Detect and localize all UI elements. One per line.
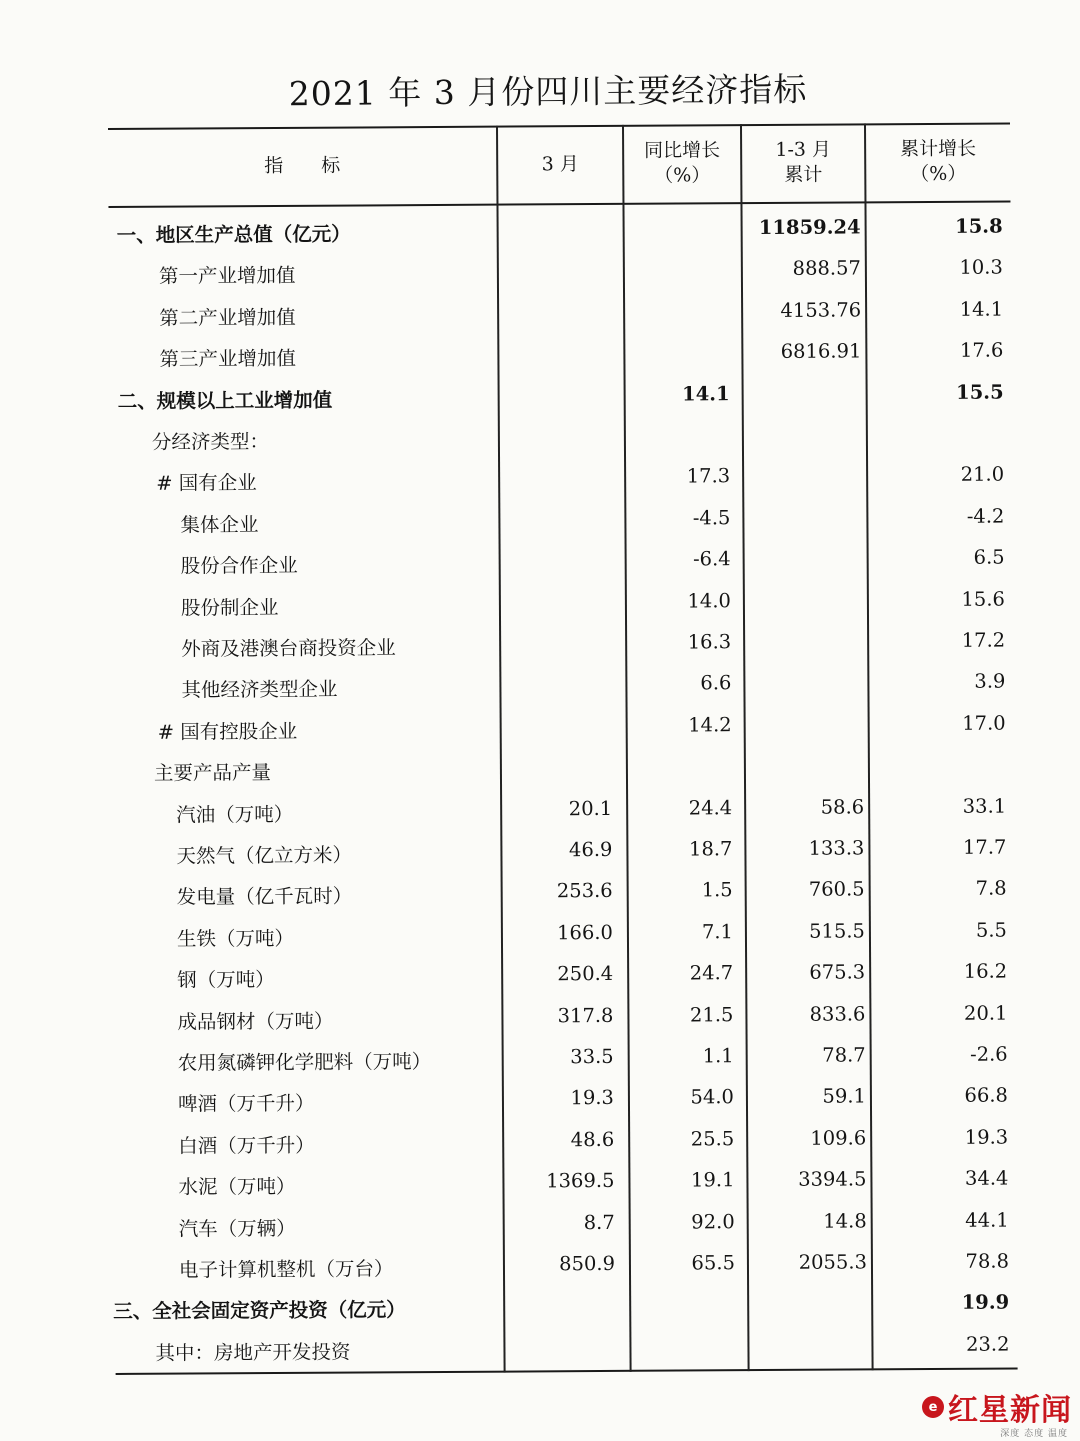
brand-name: 红星新闻 [948,1393,1072,1428]
cumulative-value: 58.6 [820,794,865,819]
yoy-growth-value: 17.3 [686,464,731,488]
yoy-growth-value [627,258,729,259]
table-row [111,579,1013,626]
table-row [110,496,1012,543]
yoy-growth-value: 1.1 [702,1044,734,1068]
march-value: 850.9 [559,1251,616,1276]
cumulative-value [746,422,862,423]
row-label: 一、地区生产总值（亿元） [116,222,351,247]
yoy-growth-value: 92.0 [691,1209,735,1234]
cum-growth-value: 17.6 [959,338,1004,362]
march-value [507,1293,615,1294]
table-row [111,662,1013,709]
cumulative-value [748,754,864,755]
yoy-growth-value: -6.4 [692,547,731,571]
brand-logo-icon: e [922,1396,944,1418]
cumulative-value [747,588,863,589]
row-label: 第三产业增加值 [159,347,296,371]
cumulative-value: 675.3 [809,960,866,984]
march-value [502,424,610,425]
yoy-growth-value: 19.1 [690,1168,735,1192]
cum-growth-value: 78.8 [965,1249,1010,1273]
march-value [503,548,611,549]
cum-growth-value: 17.0 [962,711,1006,735]
table-row [115,1241,1017,1288]
header-cumgrowth-line1: 累计增长 [900,138,977,161]
yoy-growth-value [627,340,729,341]
cumulative-value: 14.8 [823,1208,867,1233]
yoy-growth-value: -4.5 [692,506,731,530]
yoy-growth-value: 16.3 [687,630,732,654]
march-value [502,465,610,466]
row-label: 二、规模以上工业增加值 [117,388,333,413]
march-value: 20.1 [568,796,613,820]
march-value [501,217,609,218]
header-cum-line2: 累计 [784,163,823,186]
table-row [113,869,1015,916]
march-value [507,1335,615,1336]
yoy-growth-value: 24.7 [689,961,734,985]
table-row [112,745,1014,792]
march-value [504,755,612,756]
cumulative-value [747,547,863,548]
table-row [111,538,1013,585]
row-label: 股份合作企业 [180,554,298,578]
cumulative-value: 515.5 [809,919,865,943]
cum-growth-value: 10.3 [959,255,1003,280]
cumulative-value: 109.6 [810,1126,867,1150]
march-value: 8.7 [583,1210,615,1234]
march-value [501,341,609,342]
cum-growth-value: -4.2 [966,504,1005,528]
cum-growth-value: 17.2 [961,628,1006,652]
cum-growth-value [870,422,1004,423]
cumulative-value: 3394.5 [798,1167,867,1191]
march-value: 317.8 [557,1003,614,1027]
cum-growth-value: 15.8 [955,214,1003,238]
row-label: 其他经济类型企业 [181,677,338,702]
yoy-growth-value: 24.4 [688,795,733,820]
cumulative-value [746,505,862,506]
table-row [112,786,1014,833]
table-row [113,993,1015,1040]
row-label: 啤酒（万千升） [177,1092,315,1116]
row-label: 水泥（万吨） [178,1175,296,1199]
yoy-growth-value [633,1334,735,1335]
cum-growth-value: 17.7 [962,835,1007,859]
yoy-growth-value: 14.2 [688,712,732,737]
yoy-growth-value: 18.7 [688,837,733,861]
row-label: # 国有控股企业 [157,719,298,744]
cumulative-value [751,1292,867,1293]
header-cum-growth [866,122,1010,201]
march-value [504,714,612,715]
row-label: # 国有企业 [156,471,257,496]
row-label: 天然气（亿立方米） [176,843,353,868]
table-row [114,1076,1016,1123]
row-label: 汽油（万吨） [176,802,294,827]
cum-growth-value: 44.1 [965,1208,1009,1232]
table-row [115,1283,1017,1330]
cumulative-value [746,464,862,465]
row-label: 农用氮磷钾化学肥料（万吨） [177,1050,432,1075]
march-value: 48.6 [570,1127,615,1151]
cumulative-value [748,712,864,713]
yoy-growth-value [630,754,732,755]
table-row [113,910,1015,957]
cumulative-value: 11859.24 [758,215,861,240]
row-label: 三、全社会固定资产投资（亿元） [113,1298,406,1324]
table-row [109,248,1011,295]
cum-growth-value: 3.9 [974,669,1006,694]
header-cum-line1: 1-3 月 [775,138,832,162]
header-indicator: 指 标 [264,154,341,177]
cum-growth-value: 20.1 [963,1001,1008,1025]
header-cumulative [742,123,864,202]
cumulative-value: 760.5 [808,877,865,902]
row-label: 其中：房地产开发投资 [155,1340,351,1365]
cum-growth-value: 19.9 [961,1290,1010,1315]
table-row [114,1034,1016,1081]
page-title: 2021 年 3 月份四川主要经济指标 [288,69,808,114]
yoy-growth-value: 1.5 [701,878,733,902]
yoy-growth-value: 54.0 [690,1085,735,1109]
header-yoy-line2: （%） [654,164,711,187]
cum-growth-value: 14.1 [959,297,1004,321]
march-value: 1369.5 [546,1169,615,1193]
cum-growth-value: -2.6 [969,1042,1008,1066]
header-yoy-line1: 同比增长 [644,139,721,163]
row-label: 分经济类型： [151,430,270,454]
table-row [110,372,1012,419]
table-row [111,620,1013,667]
march-value: 19.3 [570,1086,615,1110]
row-label: 电子计算机整机（万台） [178,1257,394,1282]
row-label: 钢（万吨） [177,968,275,992]
yoy-growth-value: 7.1 [701,919,733,944]
table-row [110,413,1012,460]
row-label: 成品钢材（万吨） [177,1009,334,1034]
cum-growth-value: 15.6 [961,587,1005,611]
march-value [502,507,610,508]
cumulative-value [746,381,862,382]
march-value: 253.6 [556,879,613,903]
march-value: 166.0 [557,920,613,945]
cumulative-value: 6816.91 [780,339,862,364]
cum-growth-value: 19.3 [964,1125,1009,1149]
cum-growth-value [872,753,1006,754]
row-label: 汽车（万辆） [178,1216,296,1241]
cum-growth-value: 15.5 [956,380,1004,404]
brand-tagline: 深度 态度 温度 [1000,1429,1068,1439]
cum-growth-value: 6.5 [973,545,1005,569]
cumulative-value [751,1333,867,1334]
march-value: 250.4 [557,962,614,986]
cumulative-value: 59.1 [822,1084,866,1109]
cumulative-value [747,629,863,630]
march-value: 46.9 [568,837,613,862]
table-row [109,289,1011,336]
table-row [109,206,1011,253]
march-value [503,590,611,591]
watermark [922,1385,1072,1439]
cumulative-value [747,671,863,672]
row-label: 生铁（万吨） [176,926,295,951]
march-value [502,383,610,384]
march-value [503,672,611,673]
yoy-growth-value [628,423,730,424]
yoy-growth-value: 14.0 [687,588,731,613]
yoy-growth-value: 65.5 [691,1251,736,1275]
yoy-growth-value: 21.5 [689,1002,734,1027]
row-label: 第一产业增加值 [158,264,296,289]
cum-growth-value: 66.8 [964,1083,1008,1108]
cumulative-value: 78.7 [822,1043,866,1067]
row-label: 集体企业 [180,512,259,537]
row-label: 第二产业增加值 [159,305,296,330]
cum-growth-value: 16.2 [963,959,1008,983]
table-row [113,952,1015,999]
march-value [503,631,611,632]
yoy-growth-value [633,1293,735,1294]
yoy-growth-value [627,299,729,300]
table-row [115,1324,1017,1371]
header-march: 3 月 [541,152,579,176]
cumulative-value: 2055.3 [798,1250,868,1274]
march-value [501,300,609,301]
cum-growth-value: 23.2 [965,1332,1010,1356]
row-label: 白酒（万千升） [178,1133,315,1158]
row-label: 外商及港澳台商投资企业 [181,636,396,661]
cumulative-value: 833.6 [809,1001,866,1026]
yoy-growth-value: 25.5 [690,1126,735,1151]
row-label: 主要产品产量 [153,761,272,785]
yoy-growth-value [627,216,729,217]
yoy-growth-value: 6.6 [700,671,732,695]
cumulative-value: 133.3 [808,836,865,860]
row-label: 发电量（亿千瓦时） [176,884,353,909]
cum-growth-value: 7.8 [975,876,1007,901]
header-yoy [624,124,740,203]
table-row [114,1159,1016,1206]
cum-growth-value: 33.1 [962,794,1007,818]
table-row [115,1200,1017,1247]
cum-growth-value: 5.5 [975,918,1007,942]
row-label: 股份制企业 [180,595,279,620]
table-row [114,1117,1016,1164]
indicator-table [108,122,1018,1379]
table-row [112,703,1014,750]
cumulative-value: 4153.76 [780,298,862,322]
header-cumgrowth-line2: （%） [910,162,967,186]
table-row [112,827,1014,874]
cum-growth-value: 34.4 [964,1166,1009,1190]
march-value: 33.5 [570,1044,614,1069]
table-row [110,455,1012,502]
table-row [109,331,1011,378]
yoy-growth-value: 14.1 [682,381,730,406]
march-value [501,258,609,259]
cumulative-value: 888.57 [792,256,861,281]
cum-growth-value: 21.0 [960,462,1005,487]
